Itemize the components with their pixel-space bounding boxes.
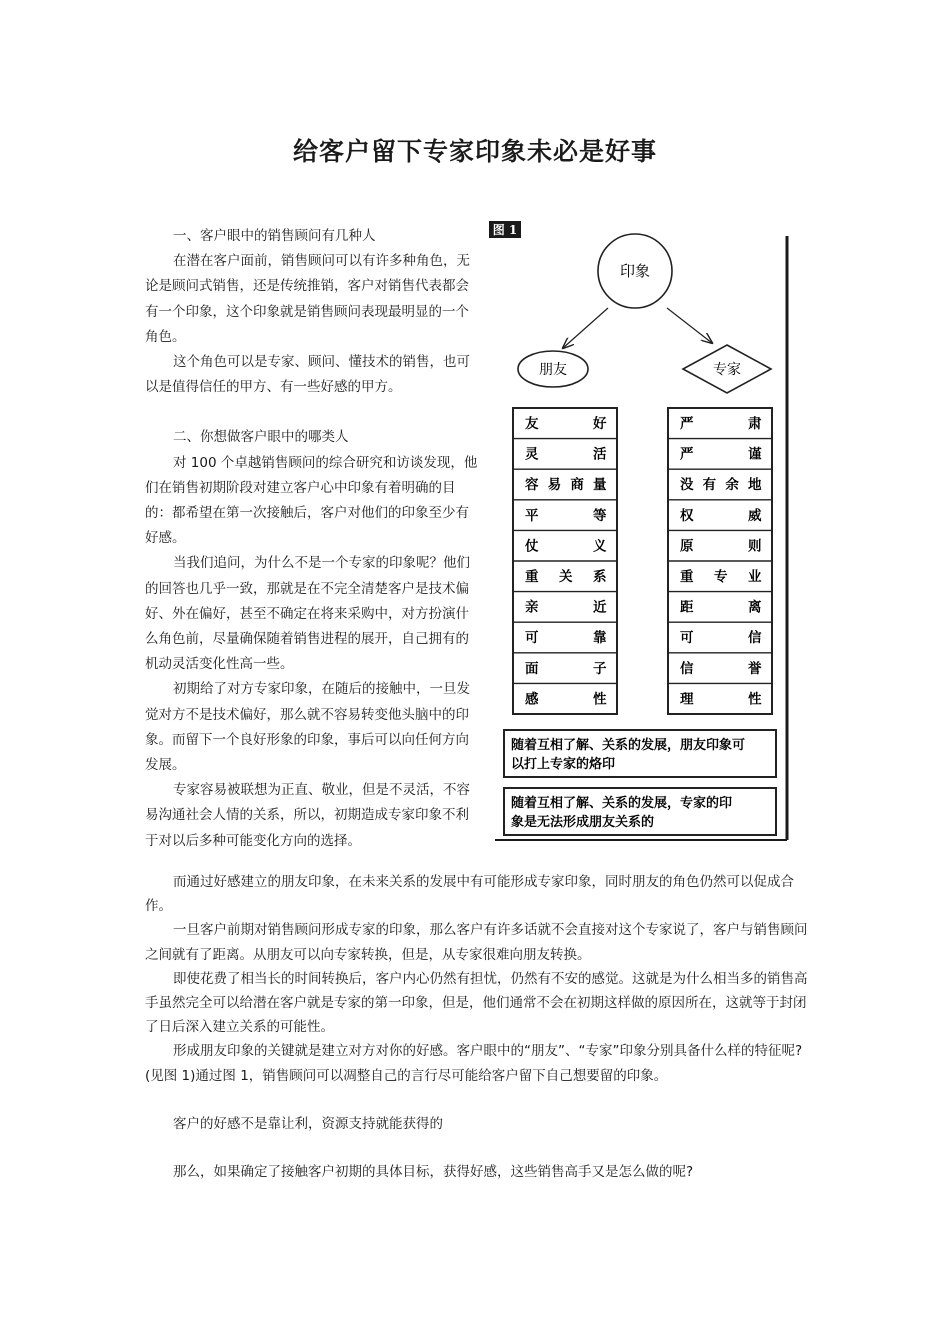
left-column-text [145, 224, 480, 854]
figure-1 [487, 218, 792, 843]
friend-trait-char: 友 [525, 416, 539, 432]
expert-trait-char: 严 [680, 446, 694, 463]
expert-trait-char: 理 [680, 691, 694, 708]
friend-trait-char: 商 [570, 477, 584, 494]
expert-trait-char: 严 [680, 416, 694, 432]
paragraph: 在潜在客户面前，销售顾问可以有许多种角色，无论是顾问式销售，还是传统推销，客户对销售代表都会有一个印象，这个印象就是销售顾问表现最明显的一个角色。 [145, 253, 470, 345]
expert-trait-char: 专 [714, 569, 728, 585]
expert-trait-char: 可 [680, 630, 694, 647]
note-2-line-2: 象是无法形成朋友关系的 [511, 815, 655, 830]
paragraph: 而通过好感建立的朋友印象，在未来关系的发展中有可能形成专家印象，同时朋友的角色仍然可以促成合作。 [145, 874, 794, 915]
note-1-line-1: 随着互相了解、关系的发展，朋友印象可 [511, 738, 746, 753]
friend-trait-char: 亲 [525, 599, 539, 616]
expert-trait-char: 地 [748, 477, 762, 494]
expert-node-label: 专家 [713, 362, 741, 378]
friend-trait-char: 感 [525, 691, 539, 708]
friend-trait-char: 量 [593, 477, 607, 494]
friend-trait-char: 义 [593, 538, 607, 555]
friend-trait-char: 活 [593, 446, 607, 463]
paragraph: 当我们追问，为什么不是一个专家的印象呢？他们的回答也几乎一致，那就是在不完全清楚客户是技术偏好、外在偏好，甚至不确定在将来采购中，对方扮演什么角色前，尽量确保随着销售进程的展开，自己拥有的机动灵活变化性高一些。 [145, 555, 470, 673]
note-1-line-2: 以打上专家的烙印 [511, 757, 616, 772]
expert-trait-char: 业 [748, 569, 762, 585]
paragraph: 专家容易被联想为正直、敬业，但是不灵活，不容易沟通社会人情的关系，所以，初期造成专家印象不利于对以后多种可能变化方向的选择。 [145, 782, 470, 849]
expert-trait-char: 威 [748, 507, 762, 524]
expert-trait-char: 信 [748, 630, 762, 647]
expert-trait-char: 没 [680, 477, 694, 494]
impression-diagram [487, 218, 792, 843]
friend-traits-rows [513, 415, 617, 707]
expert-trait-char: 则 [748, 538, 762, 555]
paragraph: 即使花费了相当长的时间转换后，客户内心仍然有担忧，仍然有不安的感觉。这就是为什么相当多的销售高手虽然完全可以给潜在客户就是专家的第一印象，但是，他们通常不会在初期这样做的原因所在，这就等于封闭了日后深入建立关系的可能性。 [145, 970, 808, 1036]
section-heading-1: 一、客户眼中的销售顾问有几种人 [173, 228, 376, 244]
friend-trait-char: 等 [593, 507, 607, 524]
arrow-to-expert [667, 308, 712, 343]
friend-trait-char: 子 [593, 660, 607, 677]
friend-trait-char: 灵 [525, 446, 539, 463]
full-width-text [145, 870, 810, 1184]
friend-node-label: 朋友 [539, 362, 567, 378]
expert-trait-char: 信 [680, 660, 694, 677]
root-node-label: 印象 [619, 262, 651, 280]
expert-trait-char: 权 [680, 507, 694, 524]
paragraph: 对 100 个卓越销售顾问的综合研究和访谈发现，他们在销售初期阶段对建立客户心中印象有着明确的目的：都希望在第一次接触后，客户对他们的印象至少有好感。 [145, 454, 478, 547]
expert-trait-char: 重 [680, 569, 694, 585]
expert-trait-char: 有 [702, 477, 717, 494]
expert-trait-char: 誉 [748, 660, 762, 677]
friend-trait-char: 关 [559, 569, 573, 585]
friend-trait-char: 系 [593, 569, 607, 585]
page-title: 给客户留下专家印象未必是好事 [292, 137, 657, 166]
friend-trait-char: 平 [525, 507, 539, 524]
subheading: 客户的好感不是靠让利，资源支持就能获得的 [173, 1115, 443, 1132]
figure-label: 图 1 [492, 223, 518, 237]
arrow-to-friend [563, 308, 608, 348]
paragraph: 那么，如果确定了接触客户初期的具体目标，获得好感，这些销售高手又是怎么做的呢? [173, 1164, 694, 1181]
expert-trait-char: 离 [748, 599, 762, 616]
paragraph: 一旦客户前期对销售顾问形成专家的印象，那么客户有许多话就不会直接对这个专家说了，客户与销售顾问之间就有了距离。从朋友可以向专家转换，但是，从专家很难向朋友转换。 [145, 922, 808, 963]
paragraph: 这个角色可以是专家、顾问、懂技术的销售，也可以是值得信任的甲方、有一些好感的甲方。 [145, 354, 470, 396]
friend-trait-char: 好 [593, 416, 607, 432]
paragraph: 形成朋友印象的关键就是建立对方对你的好感。客户眼中的“朋友”、“专家”印象分别具备什么样的特征呢?(见图 1)通过图 1，销售顾问可以凋整自己的言行尽可能给客户留下自己想要留的印象。 [145, 1043, 803, 1084]
friend-trait-char: 容 [525, 477, 539, 494]
friend-trait-char: 重 [525, 569, 539, 585]
paragraph: 初期给了对方专家印象，在随后的接触中，一旦发觉对方不是技术偏好，那么就不容易转变他头脑中的印象。而留下一个良好形象的印象，事后可以向任何方向发展。 [145, 681, 470, 774]
note-2-line-1: 随着互相了解、关系的发展，专家的印 [511, 796, 733, 811]
friend-trait-char: 易 [547, 477, 562, 494]
expert-trait-char: 余 [725, 477, 739, 494]
friend-trait-char: 可 [525, 630, 539, 647]
expert-traits-rows [668, 415, 772, 707]
section-heading-2: 二、你想做客户眼中的哪类人 [173, 429, 349, 446]
expert-trait-char: 距 [680, 599, 694, 616]
friend-trait-char: 面 [525, 660, 539, 677]
expert-trait-char: 肃 [748, 416, 762, 432]
expert-trait-char: 原 [680, 538, 694, 555]
friend-trait-char: 近 [593, 599, 607, 616]
expert-trait-char: 性 [748, 691, 762, 708]
friend-trait-char: 性 [593, 691, 607, 708]
friend-trait-char: 靠 [593, 630, 607, 647]
friend-trait-char: 仗 [525, 538, 539, 555]
expert-trait-char: 谨 [748, 446, 762, 463]
